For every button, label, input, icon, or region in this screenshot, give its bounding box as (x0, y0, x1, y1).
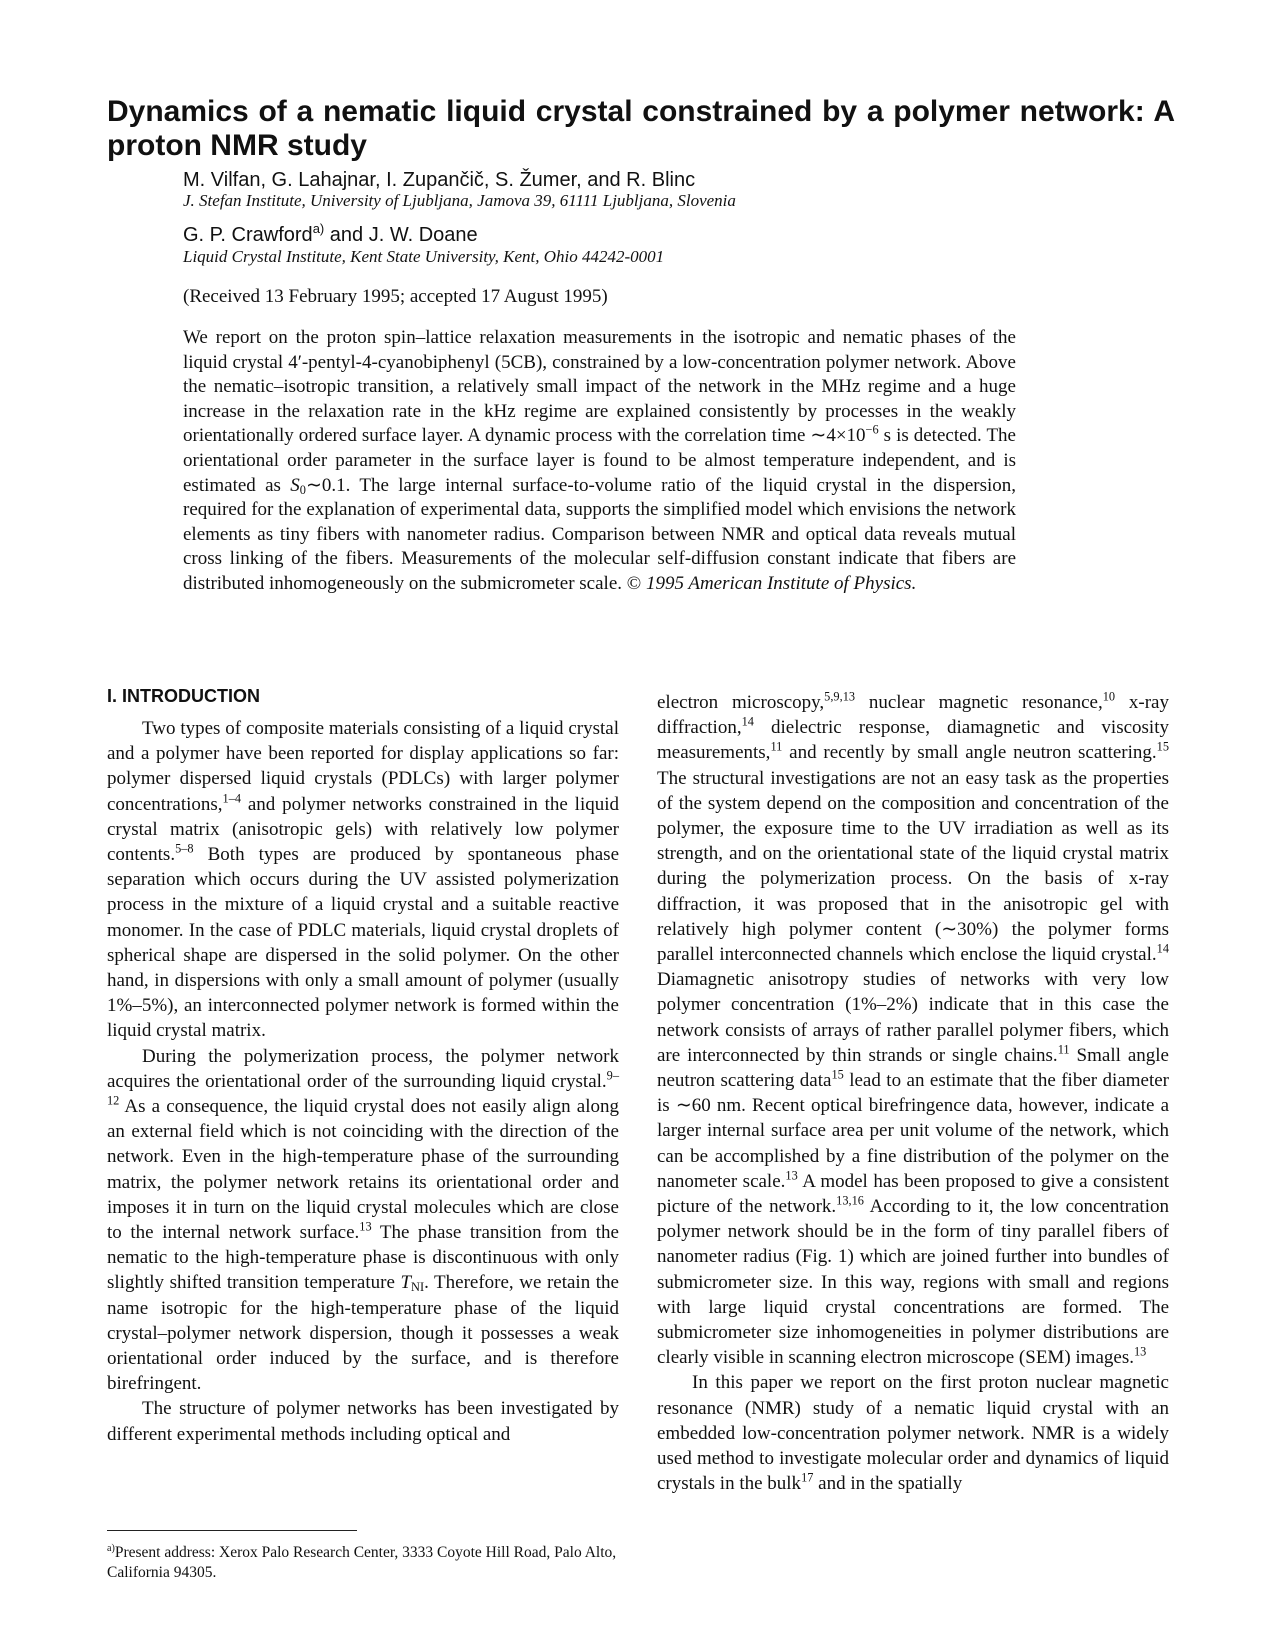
text: electron microscopy, (657, 692, 825, 713)
intro-paragraph-continued (657, 690, 1169, 1370)
text: A model has been proposed to give a consistent picture of the network. (657, 1170, 1170, 1218)
affiliation-2: Liquid Crystal Institute, Kent State University, Kent, Ohio 44242-0001 (183, 247, 665, 266)
citation-ref: 5,9,13 (824, 689, 856, 704)
footnote-divider (107, 1530, 357, 1531)
text: According to it, the low concentration polymer network should be in the form of tiny parallel fibers of nanometer radius (Fig. 1) which are joined further into bundles of submicrometer size. In this way, regions with small and regions with large liquid crystal concentrations are formed. The submicrometer size inhomogeneities in polymer distributions are clearly visible in scanning electron microscope (SEM) images. (657, 1196, 1169, 1369)
temperature-symbol: T (400, 1272, 412, 1294)
author-doane: and J. W. Doane (324, 224, 478, 246)
text: As a consequence, the liquid crystal does not easily align along an external field which is not coinciding with the direction of the network. Even in the high-temperature phase of the surrounding matrix, the polymer network retains its orientational order and imposes it in turn on the liquid crystal molecules which are close to the internal network surface. (107, 1096, 619, 1244)
text: Diamagnetic anisotropy studies of networks with very low polymer concentration (1%–2%) indicate that in this case the network consists of arrays of rather parallel polymer fibers, which are interconnected by thin strands or single chains. (657, 969, 1169, 1066)
citation-ref: 10 (1102, 689, 1116, 704)
right-column (657, 690, 1169, 1497)
text: Two types of composite materials consisting of a liquid crystal and a polymer have been reported for display applications so far: polymer dispersed liquid crystals (PDLCs) with larger polymer concentrations, (107, 718, 619, 815)
abstract-exponent: −6 (865, 422, 879, 437)
text: nuclear magnetic resonance, (855, 692, 1103, 713)
abstract-text-1: We report on the proton spin–lattice relaxation measurements in the isotropic and nematic phases of the liquid crystal 4′-pentyl-4-cyanobiphenyl (5CB), constrained by a low-concentration polymer network. Above the nematic–isotropic transition, a relatively small impact of the network in the MHz regime and a huge increase in the relaxation rate in the kHz regime are explained consistently by processes in the weakly orientationally ordered surface layer. A dynamic process with the correlation time ∼4×10 (183, 327, 1016, 447)
citation-ref: 13 (1133, 1344, 1147, 1359)
paper-title: Dynamics of a nematic liquid crystal constrained by a polymer network: A proton NMR study (107, 95, 1175, 162)
text: Small angle neutron scattering data (657, 1044, 1169, 1092)
temperature-subscript: NI (411, 1280, 425, 1295)
citation-ref: 11 (1057, 1042, 1070, 1057)
citation-ref: 13 (359, 1219, 372, 1234)
abstract-text-2: s is detected. The orientational order parameter in the surface layer is found to be almost temperature independent, and is estimated as (183, 425, 1016, 496)
author-list-1: M. Vilfan, G. Lahajnar, I. Zupančič, S. Žumer, and R. Blinc (183, 169, 696, 191)
text: The structural investigations are not an easy task as the properties of the system depend on the composition and concentration of the polymer, the exposure time to the UV irradiation as well as its strength, and on the orientational state of the liquid crystal matrix during the polymerization process. On the basis of x-ray diffraction, it was proposed that in the anisotropic gel with relatively high polymer content (∼30%) the polymer forms parallel interconnected channels which enclose the liquid crystal. (657, 767, 1169, 966)
text: x-ray diffraction, (657, 692, 1169, 739)
author-crawford: G. P. Crawford (183, 224, 313, 246)
copyright-notice: 1995 American Institute of Physics. (645, 572, 917, 594)
text: and recently by small angle neutron scattering. (782, 742, 1157, 764)
abstract-text-3: ∼0.1. The large internal surface-to-volume ratio of the liquid crystal in the dispersion, required for the explanation of experimental data, supports the simplified model which envisions the network elements as tiny fibers with nanometer radius. Comparison between NMR and optical data reveals mutual cross linking of the fibers. Measurements of the molecular self-diffusion constant indicate that fibers are distributed inhomogeneously on the submicrometer scale. © (183, 474, 1017, 594)
citation-ref: 9–12 (107, 1068, 619, 1108)
text: In this paper we report on the first proton nuclear magnetic resonance (NMR) study of a nematic liquid crystal with an embedded low-concentration polymer network. NMR is a widely used method to investigate molecular order and dynamics of liquid crystals in the bulk (657, 1372, 1169, 1495)
citation-ref: 1–4 (222, 791, 242, 806)
text: dielectric response, diamagnetic and viscosity measurements, (657, 717, 1169, 764)
intro-paragraph-nmr (657, 1370, 1169, 1496)
intro-paragraph-1 (107, 716, 619, 1044)
abstract (183, 326, 1016, 597)
intro-paragraph-2 (107, 1044, 619, 1397)
order-parameter-subscript: 0 (299, 482, 306, 497)
footnote-mark: a) (107, 1542, 115, 1554)
text: and in the spatially (813, 1473, 963, 1495)
citation-ref: 11 (770, 740, 783, 754)
citation-ref: 17 (801, 1470, 814, 1485)
citation-ref: 15 (831, 1067, 844, 1082)
footnote-text: Present address: Xerox Palo Research Center, 3333 Coyote Hill Road, Palo Alto, California 94305. (107, 1544, 617, 1581)
left-column (107, 716, 619, 1447)
section-heading-introduction: I. INTRODUCTION (107, 686, 260, 706)
citation-ref: 13 (785, 1168, 798, 1183)
citation-ref: 14 (1156, 941, 1169, 956)
text: and polymer networks constrained in the liquid crystal matrix (anisotropic gels) with relatively low polymer contents. (107, 793, 619, 866)
text: During the polymerization process, the polymer network acquires the orientational order of the surrounding liquid crystal. (107, 1045, 619, 1092)
affiliation-1: J. Stefan Institute, University of Ljubljana, Jamova 39, 61111 Ljubljana, Slovenia (183, 191, 736, 210)
order-parameter-symbol: S (290, 474, 300, 496)
author-list-2 (183, 223, 1083, 247)
citation-ref: 5–8 (175, 841, 194, 856)
text: Both types are produced by spontaneous phase separation which occurs during the UV assisted polymerization process in the mixture of a liquid crystal and a suitable reactive monomer. In the case of PDLC materials, liquid crystal droplets of spherical shape are dispersed in the solid polymer. On the other hand, in dispersions with only a small amount of polymer (usually 1%–5%), an interconnected polymer network is formed within the liquid crystal matrix. (107, 844, 619, 1042)
intro-paragraph-3: The structure of polymer networks has been investigated by different experimental methods including optical and (107, 1398, 619, 1445)
text: . Therefore, we retain the name isotropic for the high-temperature phase of the liquid crystal–polymer network dispersion, though it possesses a weak orientational order induced by the surface, and is therefore birefringent. (107, 1272, 619, 1395)
author-footnote-mark: a) (312, 221, 325, 237)
footnote (107, 1543, 619, 1583)
text: The phase transition from the nematic to the high-temperature phase is discontinuous with only slightly shifted transition temperature (107, 1222, 619, 1294)
citation-ref: 15 (1156, 740, 1169, 754)
text: lead to an estimate that the fiber diameter is ∼60 nm. Recent optical birefringence data, however, indicate a larger internal surface area per unit volume of the network, which can be accomplished by a fine distribution of the polymer on the nanometer scale. (657, 1070, 1170, 1192)
received-dates: (Received 13 February 1995; accepted 17 August 1995) (183, 286, 608, 307)
citation-ref: 13,16 (836, 1193, 864, 1208)
citation-ref: 14 (741, 714, 754, 729)
